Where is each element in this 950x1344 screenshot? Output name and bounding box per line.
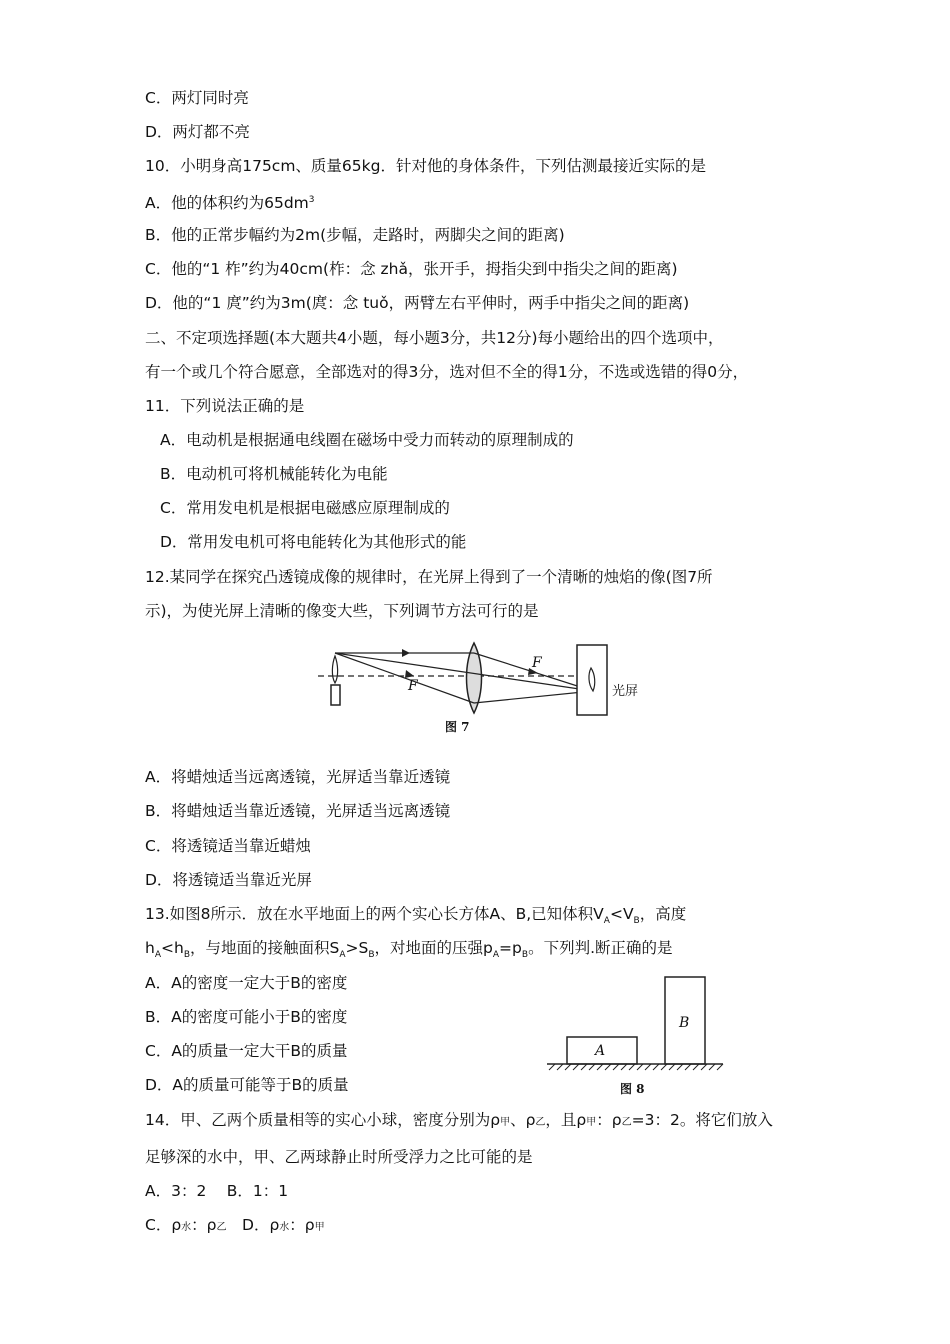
q10-option-d: D．他的“1 庹”约为3m(庹：念 tuǒ，两臂左右平伸时，两手中指尖之间的距离): [145, 294, 690, 312]
arrow-1: [402, 649, 410, 657]
candle-flame: [332, 656, 337, 683]
q10-option-a: A．他的体积约为$65dm^3$: [145, 194, 315, 213]
ray-focal: [335, 653, 474, 703]
q13-option-c: C．A的质量一定大干B的质量: [145, 1042, 348, 1060]
q10-stem: 10．小明身高175cm、质量65kg．针对他的身体条件，下列估测最接近实际的是: [145, 157, 706, 175]
q9-option-d: D．两灯都不亮: [145, 123, 250, 141]
q12-option-a: A．将蜡烛适当远离透镜，光屏适当靠近透镜: [145, 768, 451, 786]
section2-instructions: 有一个或几个符合愿意，全部选对的得3分，选对但不全的得1分，不选或选错的得0分，: [145, 363, 749, 381]
q12-option-c: C．将透镜适当靠近蜡烛: [145, 837, 311, 855]
q12-stem-line2: 示)，为使光屏上清晰的像变大些，下列调节方法可行的是: [145, 602, 539, 620]
q12-option-d: D．将透镜适当靠近光屏: [145, 871, 312, 889]
q9-option-c: C．两灯同时亮: [145, 89, 249, 107]
q14-stem-line2: 足够深的水中，甲、乙两球静止时所受浮力之比可能的是: [145, 1148, 533, 1166]
q10-option-c: C．他的“1 柞”约为40cm(柞：念 zhǎ，张开手，拇指尖到中指尖之间的距离): [145, 260, 678, 278]
figure-8-caption: 图 8: [620, 1082, 645, 1096]
q11-option-a: A．电动机是根据通电线圈在磁场中受力而转动的原理制成的: [160, 431, 574, 449]
q13-option-b: B．A的密度可能小于B的密度: [145, 1008, 348, 1026]
q11-option-c: C．常用发电机是根据电磁感应原理制成的: [160, 499, 450, 517]
q14-options-cd: C．ρ水：ρ乙 D．ρ水：ρ甲: [145, 1216, 325, 1234]
q12-stem-line1: 12.某同学在探究凸透镜成像的规律时，在光屏上得到了一个清晰的烛焰的像(图7所: [145, 568, 713, 586]
arrow-2: [405, 670, 414, 678]
ray-center: [335, 653, 593, 691]
block-b-label: B: [679, 1015, 690, 1031]
block-a-label: A: [595, 1043, 606, 1059]
candle: [331, 685, 340, 705]
screen-label: 光屏: [612, 684, 639, 699]
focus-label-left: F: [408, 678, 418, 694]
figure-7-diagram: [318, 638, 648, 738]
q10-option-b: B．他的正常步幅约为2m(步幅，走路时，两脚尖之间的距离): [145, 226, 565, 244]
focus-label-right: F: [532, 655, 542, 671]
figure-7-caption: 图 7: [445, 720, 470, 734]
q13-stem-line1: 13.如图8所示．放在水平地面上的两个实心长方体A、B,已知体积$V_A<V_B$，高度: [145, 905, 687, 927]
section2-heading: 二、不定项选择题(本大题共4小题，每小题3分，共12分)每小题给出的四个选项中，: [145, 329, 724, 347]
q11-option-d: D．常用发电机可将电能转化为其他形式的能: [160, 533, 467, 551]
q13-option-d: D．A的质量可能等于B的质量: [145, 1076, 349, 1094]
q13-option-a: A．A的密度一定大于B的密度: [145, 974, 348, 992]
q12-option-b: B．将蜡烛适当靠近透镜，光屏适当远离透镜: [145, 802, 451, 820]
q11-option-b: B．电动机可将机械能转化为电能: [160, 465, 388, 483]
q14-stem-line1: 14．甲、乙两个质量相等的实心小球，密度分别为ρ甲、ρ乙，且ρ甲：ρ乙=3：2。将它们放入: [145, 1111, 773, 1129]
q14-options-ab: A．3：2 B．1：1: [145, 1182, 289, 1200]
ground-hatch: [549, 1064, 723, 1070]
ray-focal-out: [474, 691, 593, 703]
figure-7: [318, 638, 648, 738]
figure-8-diagram: [545, 970, 725, 1080]
q13-stem-line2: $h_A<h_B$，与地面的接触面积$S_A>S_B$，对地面的压强$p_A=p_B$。下列判.断正确的是: [145, 939, 673, 961]
q11-stem: 11．下列说法正确的是: [145, 397, 305, 415]
figure-8: [545, 970, 725, 1080]
